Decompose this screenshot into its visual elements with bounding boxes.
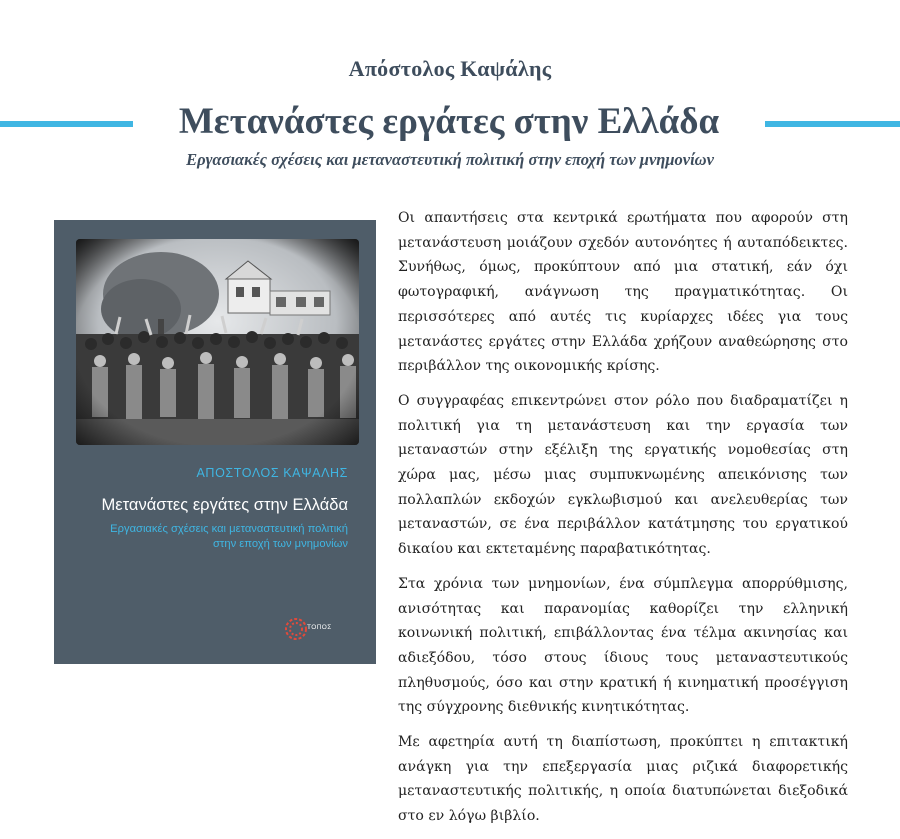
paragraph: Με αφετηρία αυτή τη διαπίστωση, προκύπτει η επιτακτική ανάγκη για την επεξεργασία μιας ριζικά διαφορετικής μεταναστευτικής πολιτικής, η οποία διατυπώνεται διεξοδικά στο εν λόγω βιβλίο. (398, 734, 848, 825)
author-name: Απόστολος Καψάλης (348, 56, 552, 81)
book-cover (54, 220, 376, 664)
paragraph: Οι απαντήσεις στα κεντρικά ερωτήματα που αφορούν στη μετανάστευση μοιάζουν σχεδόν αυτονόητες ή αυταπόδεικτες. Συνήθως, όμως, προκύπτουν από μια στατική, εάν όχι φωτογραφική, ανάγνωση της πραγματικότητας. Οι περισσότερες από αυτές τις κυρίαρχες ιδέες για τους μετανάστες εργάτες στην Ελλάδα χρήζουν αναθεώρησης στο περιβάλλον της οικονομικής κρίσης. (398, 210, 848, 375)
book-title: Μετανάστες εργάτες στην Ελλάδα (178, 101, 720, 142)
cover-subtitle (58, 522, 348, 552)
paragraph: Ο συγγραφέας επικεντρώνει στον ρόλο που διαδραματίζει η πολιτική για τη μετανάστευση και την εργασία των μεταναστών στην εξέλιξη της εργατικής νομοθεσίας στη χώρα μας, μέσω μιας συμπυκνωμένης απεικόνισης των πολλαπλών εκδοχών εγκλωβισμού και ανελευθερίας των μεταναστών, σε ένα περιβάλλον κατάτμησης του εργατικού δικαίου και εκτεταμένης παραβατικότητας. (398, 392, 848, 558)
publisher-swirl-icon (284, 614, 308, 644)
cover-subtitle-line-2: στην εποχή των μνημονίων (213, 538, 348, 550)
decorative-rule-right (765, 121, 900, 127)
cover-subtitle-line-1: Εργασιακές σχέσεις και μεταναστευτική πολιτική (110, 523, 348, 535)
description-text (398, 206, 848, 839)
cover-photo (76, 239, 359, 445)
publisher-name: ΤΟΠΟΣ (307, 624, 332, 631)
book-subtitle: Εργασιακές σχέσεις και μεταναστευτική πολιτική στην εποχή των μνημονίων (186, 150, 714, 169)
cover-title: Μετανάστες εργάτες στην Ελλάδα (101, 496, 348, 514)
paragraph: Στα χρόνια των μνημονίων, ένα σύμπλεγμα απορρύθμισης, ανισότητας και παρανομίας καθορίζει την ελληνική κοινωνική πολιτική, επιβάλλοντας ένα τέλμα ακινησίας και αδιεξόδου, τόσο στους ίδιους τους μεταναστευτικούς πληθυσμούς, όσο και στην κρατική ή κινηματική προσέγγιση της σύγχρονης διεθνικής κινητικότητας. (398, 575, 848, 716)
cover-author: ΑΠΟΣΤΟΛΟΣ ΚΑΨΑΛΗΣ (196, 466, 348, 480)
publisher-logo (284, 614, 348, 644)
decorative-rule-left (0, 121, 133, 127)
